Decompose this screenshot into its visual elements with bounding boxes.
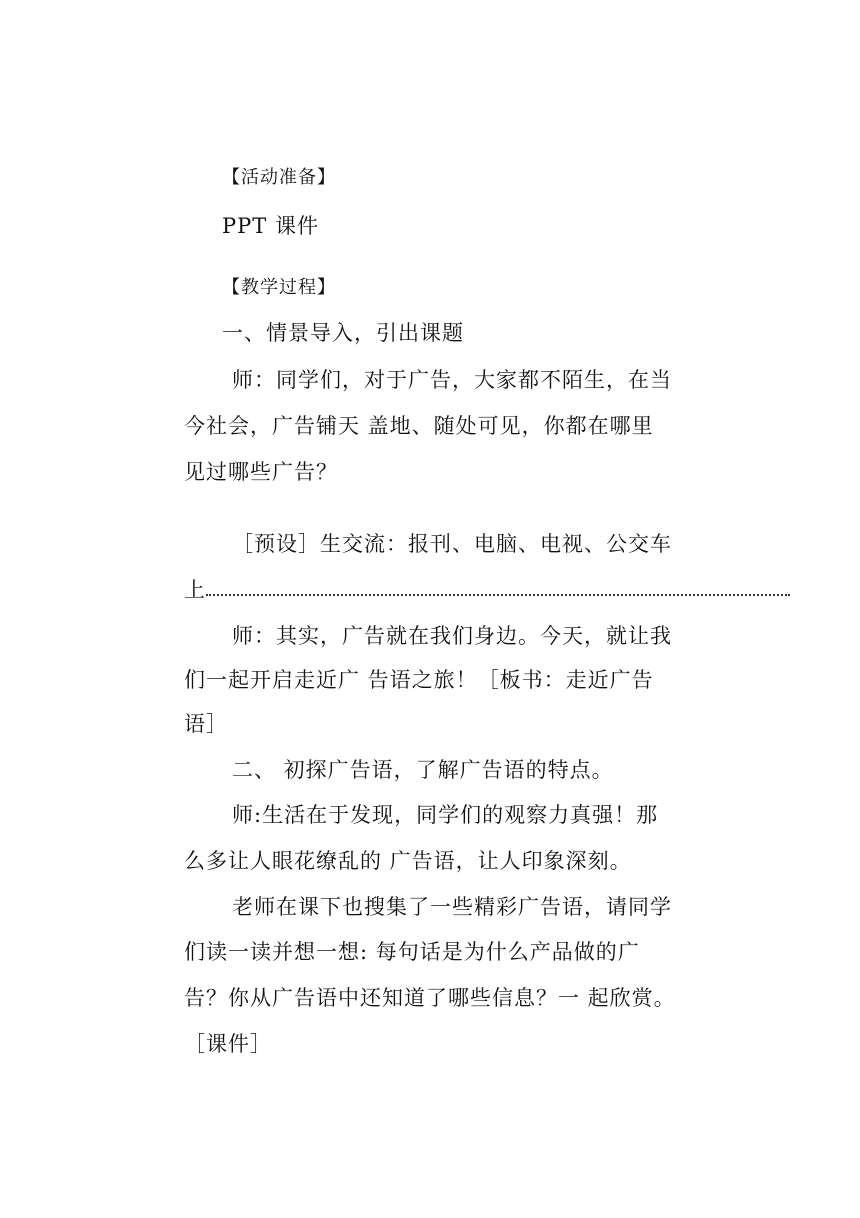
paragraph-1-line-1: 师：同学们，对于广告，大家都不陌生，在当 <box>232 368 672 392</box>
paragraph-3-line-3: 语］ <box>184 712 228 736</box>
paragraph-1-line-2: 今社会，广告铺天 盖地、随处可见，你都在哪里 <box>184 414 654 438</box>
paragraph-4-line-1: 师:生活在于发现，同学们的观察力真强！那 <box>232 803 659 827</box>
paragraph-1-line-3: 见过哪些广告？ <box>184 460 338 484</box>
paragraph-5-line-4: ［课件］ <box>184 1032 272 1056</box>
paragraph-3-line-1: 师：其实，广告就在我们身边。今天，就让我 <box>232 624 672 648</box>
paragraph-2-line-1: ［预设］生交流：报刊、电脑、电视、公交车 <box>232 532 672 556</box>
paragraph-4-line-2: 么多让人眼花缭乱的 广告语，让人印象深刻。 <box>184 849 632 873</box>
paragraph-5-line-1: 老师在课下也搜集了一些精彩广告语，请同学 <box>232 895 672 919</box>
paragraph-3-line-2: 们一起开启走近广 告语之旅！［板书：走近广告 <box>184 668 654 692</box>
dotted-leader <box>206 584 790 596</box>
paragraph-5-line-2: 们读一读并想一想: 每句话是为什么产品做的广 <box>184 940 640 964</box>
paragraph-5-line-3: 告？你从广告语中还知道了哪些信息？一 起欣赏。 <box>184 986 676 1010</box>
part1-title: 一、情景导入，引出课题 <box>222 321 464 345</box>
process-heading: 【教学过程】 <box>222 277 336 298</box>
paragraph-2-line-2: 上 <box>184 578 206 602</box>
prep-heading: 【活动准备】 <box>222 167 336 188</box>
ppt-courseware: PPT 课件 <box>222 214 319 238</box>
part2-title: 二、 初探广告语，了解广告语的特点。 <box>232 758 614 782</box>
